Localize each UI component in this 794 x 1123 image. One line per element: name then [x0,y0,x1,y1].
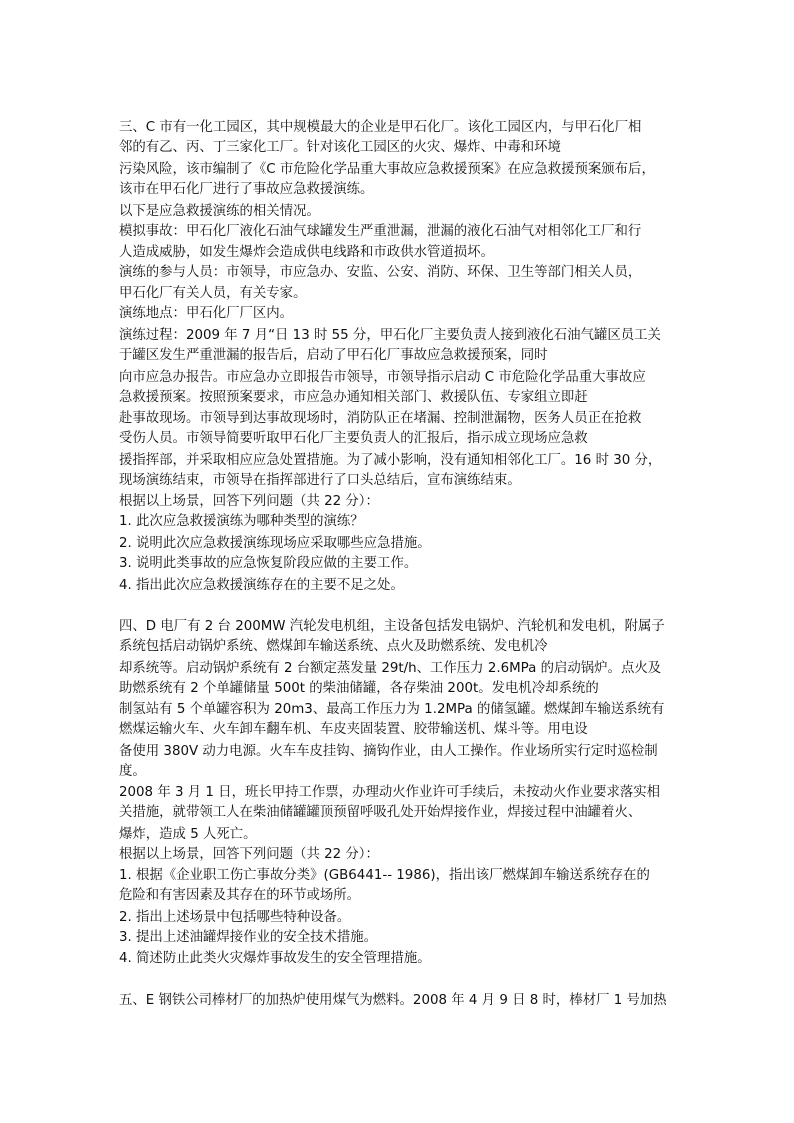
text-line: 2. 指出上述场景中包括哪些特种设备。 [119,910,351,925]
text-line: 污染风险，该市编制了《C 市危险化学品重大事故应急救援预案》在应急救援预案颁布后， [119,162,655,177]
text-line: 以下是应急救援演练的相关情况。 [119,204,320,219]
text-line: 邻的有乙、丙、丁三家化工厂。针对该化工园区的火灾、爆炸、中毒和环境 [119,140,561,155]
text-line: 演练过程：2009 年 7 月“日 13 时 55 分，甲石化厂主要负责人接到液化石油气罐区员工关 [119,328,661,343]
text-line: 3. 提出上述油罐焊接作业的安全技术措施。 [119,930,378,945]
text-line: 现场演练结束，市领导在指挥部进行了口头总结后，宣布演练结束。 [119,473,521,488]
text-line: 根据以上场景，回答下列问题（共 22 分）： [119,494,379,509]
text-line: 受伤人员。市领导简要听取甲石化厂主要负责人的汇报后，指示成立现场应急救 [119,431,588,446]
text-line: 向市应急办报告。市应急办立即报告市领导，市领导指示启动 C 市危险化学品重大事故应 [119,370,646,385]
text-line: 制氢站有 5 个单罐容积为 20m3、最高工作压力为 1.2MPa 的储氢罐。燃煤卸车输送系统有 [119,702,665,717]
text-line: 4. 简述防止此类火灾爆炸事故发生的安全管理措施。 [119,951,431,966]
text-line: 赴事故现场。市领导到达事故现场时，消防队正在堵漏、控制泄漏物，医务人员正在抢救 [119,411,642,426]
text-line: 于罐区发生严重泄漏的报告后，启动了甲石化厂事故应急救援预案，同时 [119,348,548,363]
text-line: 4. 指出此次应急救援演练存在的主要不足之处。 [119,578,404,593]
text-line: 五、E 钢铁公司棒材厂的加热炉使用煤气为燃料。2008 年 4 月 9 日 8 时，棒材厂 1 号加热 [119,993,667,1008]
text-line: 危险和有害因素及其存在的环节或场所。 [119,888,361,903]
text-line: 备使用 380V 动力电源。火车车皮挂钩、摘钩作业，由人工操作。作业场所实行定时巡检制 [119,744,658,759]
text-line: 四、D 电厂有 2 台 200MW 汽轮发电机组，主设备包括发电锅炉、汽轮机和发电机，附属子 [119,619,665,634]
text-line: 根据以上场景，回答下列问题（共 22 分）： [119,847,379,862]
text-line: 甲石化厂有关人员，有关专家。 [119,286,307,301]
text-line: 演练的参与人员：市领导，市应急办、安监、公安、消防、环保、卫生等部门相关人员， [119,265,642,280]
text-line: 度。 [119,764,146,779]
text-line: 2. 说明此次应急救援演练现场应采取哪些应急措施。 [119,536,431,551]
text-line: 该市在甲石化厂进行了事故应急救援演练。 [119,182,374,197]
text-line: 1. 根据《企业职工伤亡事故分类》(GB6441-- 1986)，指出该厂燃煤卸车输送系统存在的 [119,868,650,883]
text-line: 爆炸，造成 5 人死亡。 [119,827,257,842]
text-line: 3. 说明此类事故的应急恢复阶段应做的主要工作。 [119,556,418,571]
text-line: 三、C 市有一化工园区，其中规模最大的企业是甲石化厂。该化工园区内，与甲石化厂相 [119,120,642,135]
text-line: 燃煤运输火车、火车卸车翻车机、车皮夹固装置、胶带输送机、煤斗等。用电设 [119,722,588,737]
text-line: 人造成威胁，如发生爆炸会造成供电线路和市政供水管道损坏。 [119,245,494,260]
text-line: 援指挥部，并采取相应应急处置措施。为了减小影响，没有通知相邻化工厂。16 时 30 分， [119,453,662,468]
text-line: 却系统等。启动锅炉系统有 2 台额定蒸发量 29t/h、工作压力 2.6MPa 的启动锅炉。点火及 [119,661,662,676]
text-line: 1. 此次应急救援演练为哪种类型的演练？ [119,514,364,529]
text-line: 助燃系统有 2 个单罐储量 500t 的柴油储罐，各存柴油 200t。发电机冷却系统的 [119,681,599,696]
text-line: 演练地点：甲石化厂厂区内。 [119,306,294,321]
text-line: 急救援预案。按照预案要求，市应急办通知相关部门、救援队伍、专家组立即赶 [119,390,588,405]
text-line: 模拟事故：甲石化厂液化石油气球罐发生严重泄漏，泄漏的液化石油气对相邻化工厂和行 [119,224,642,239]
text-line: 系统包括启动锅炉系统、燃煤卸车输送系统、点火及助燃系统、发电机冷 [119,639,548,654]
text-line: 关措施，就带领工人在柴油储罐罐顶预留呼吸孔处开始焊接作业，焊接过程中油罐着火、 [119,805,642,820]
text-line: 2008 年 3 月 1 日，班长甲持工作票，办理动火作业许可手续后，未按动火作业要求落实相 [119,785,661,800]
